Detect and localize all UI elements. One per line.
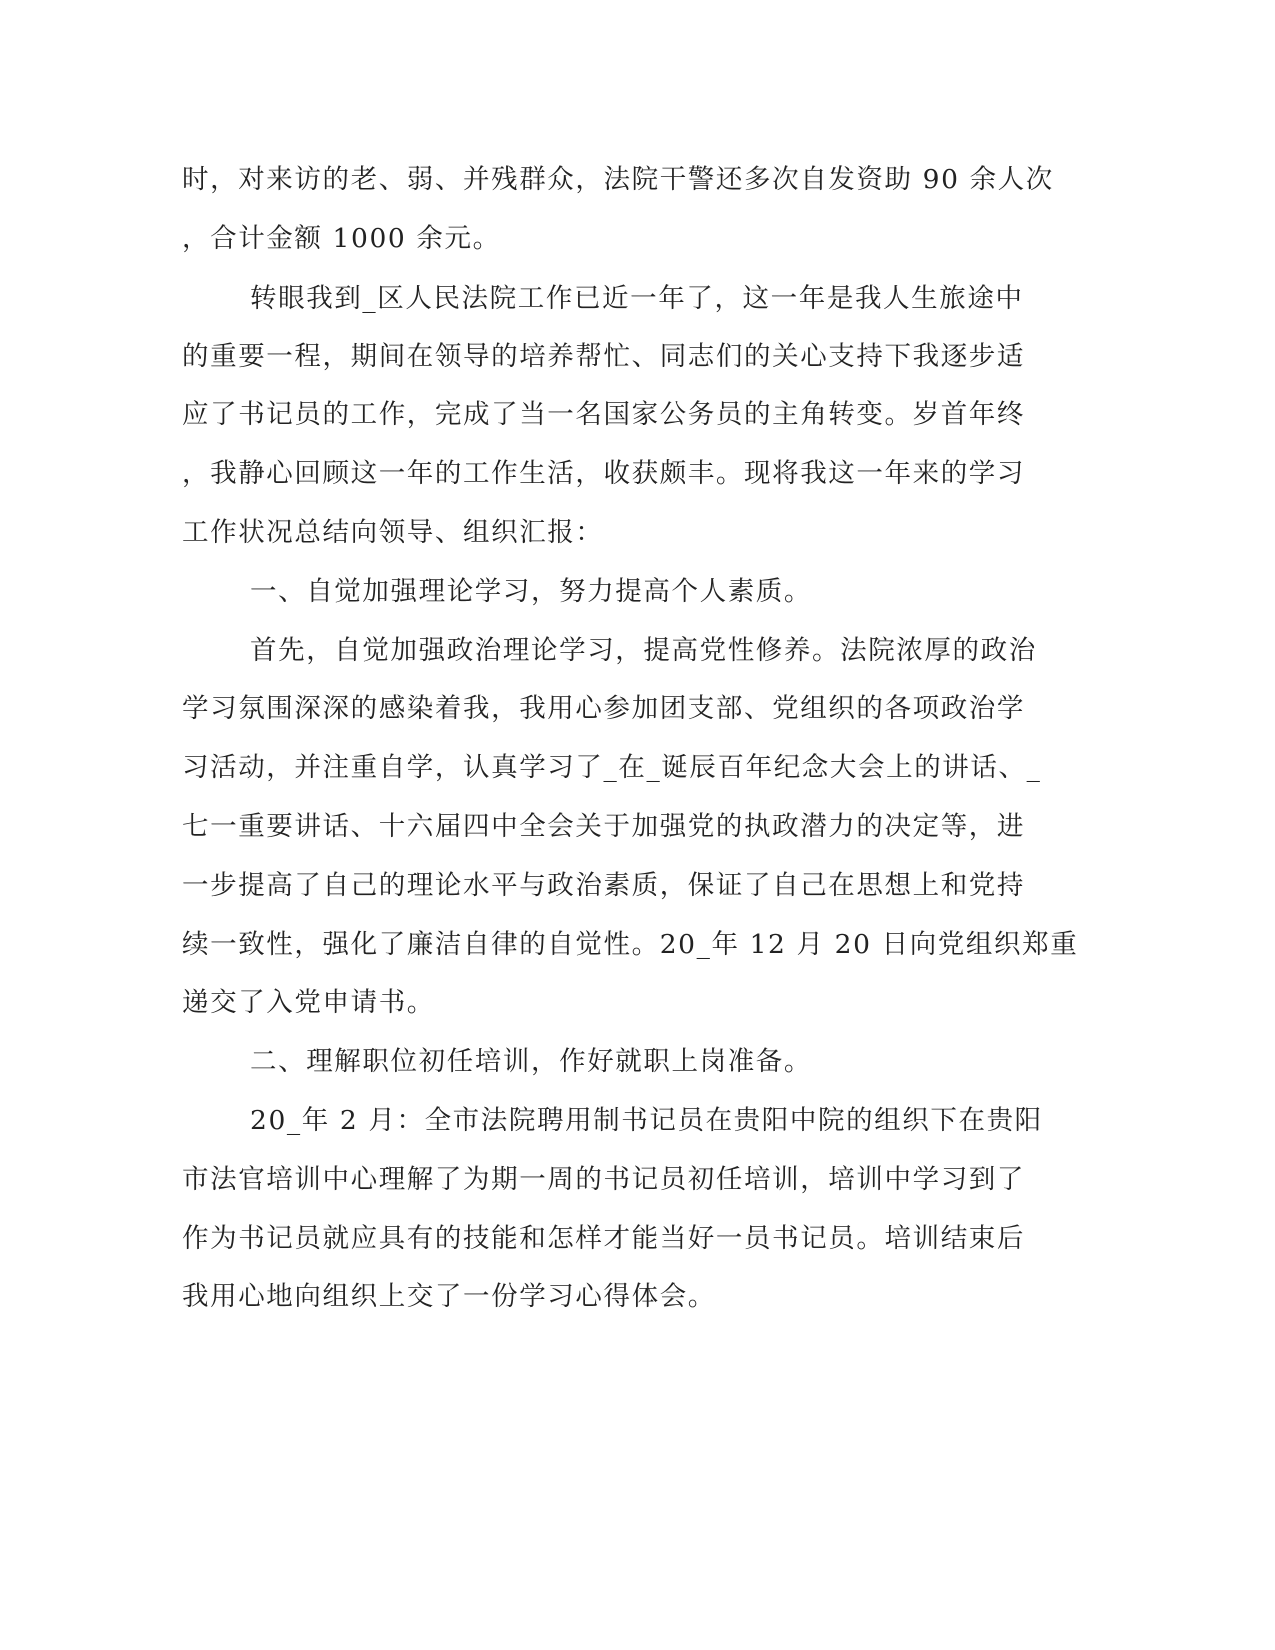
text-line-14: 续一致性，强化了廉洁自律的自觉性。20_年 12 月 20 日向党组织郑重 [182, 929, 1079, 960]
text-line-19: 作为书记员就应具有的技能和怎样才能当好一员书记员。培训结束后 [182, 1223, 1025, 1254]
text-line-1: 时，对来访的老、弱、并残群众，法院干警还多次自发资助 90 余人次 [182, 164, 1054, 195]
text-line-2: ，合计金额 1000 余元。 [182, 223, 501, 254]
text-line-7: 工作状况总结向领导、组织汇报： [182, 517, 604, 548]
text-line-13: 一步提高了自己的理论水平与政治素质，保证了自己在思想上和党持 [182, 870, 1025, 901]
text-line-6: ，我静心回顾这一年的工作生活，收获颇丰。现将我这一年来的学习 [182, 458, 1025, 489]
paragraph-start-line: 20_年 2 月：全市法院聘用制书记员在贵阳中院的组织下在贵阳 [250, 1105, 1043, 1136]
paragraph-start-line: 首先，自觉加强政治理论学习，提高党性修养。法院浓厚的政治 [250, 635, 1037, 666]
text-line-10: 学习氛围深深的感染着我，我用心参加团支部、党组织的各项政治学 [182, 693, 1025, 724]
text-line-11: 习活动，并注重自学，认真学习了_在_诞辰百年纪念大会上的讲话、_ [182, 752, 1042, 783]
paragraph-start-line: 转眼我到_区人民法院工作已近一年了，这一年是我人生旅途中 [250, 283, 1024, 314]
text-line-5: 应了书记员的工作，完成了当一名国家公务员的主角转变。岁首年终 [182, 399, 1025, 430]
text-line-20: 我用心地向组织上交了一份学习心得体会。 [182, 1281, 716, 1312]
text-line-15: 递交了入党申请书。 [182, 987, 435, 1018]
text-line-4: 的重要一程，期间在领导的培养帮忙、同志们的关心支持下我逐步适 [182, 341, 1025, 372]
text-line-12: 七一重要讲话、十六届四中全会关于加强党的执政潜力的决定等，进 [182, 811, 1025, 842]
text-line-18: 市法官培训中心理解了为期一周的书记员初任培训，培训中学习到了 [182, 1164, 1025, 1195]
section-heading-2: 二、理解职位初任培训，作好就职上岗准备。 [250, 1046, 812, 1077]
section-heading-1: 一、自觉加强理论学习，努力提高个人素质。 [250, 576, 812, 607]
